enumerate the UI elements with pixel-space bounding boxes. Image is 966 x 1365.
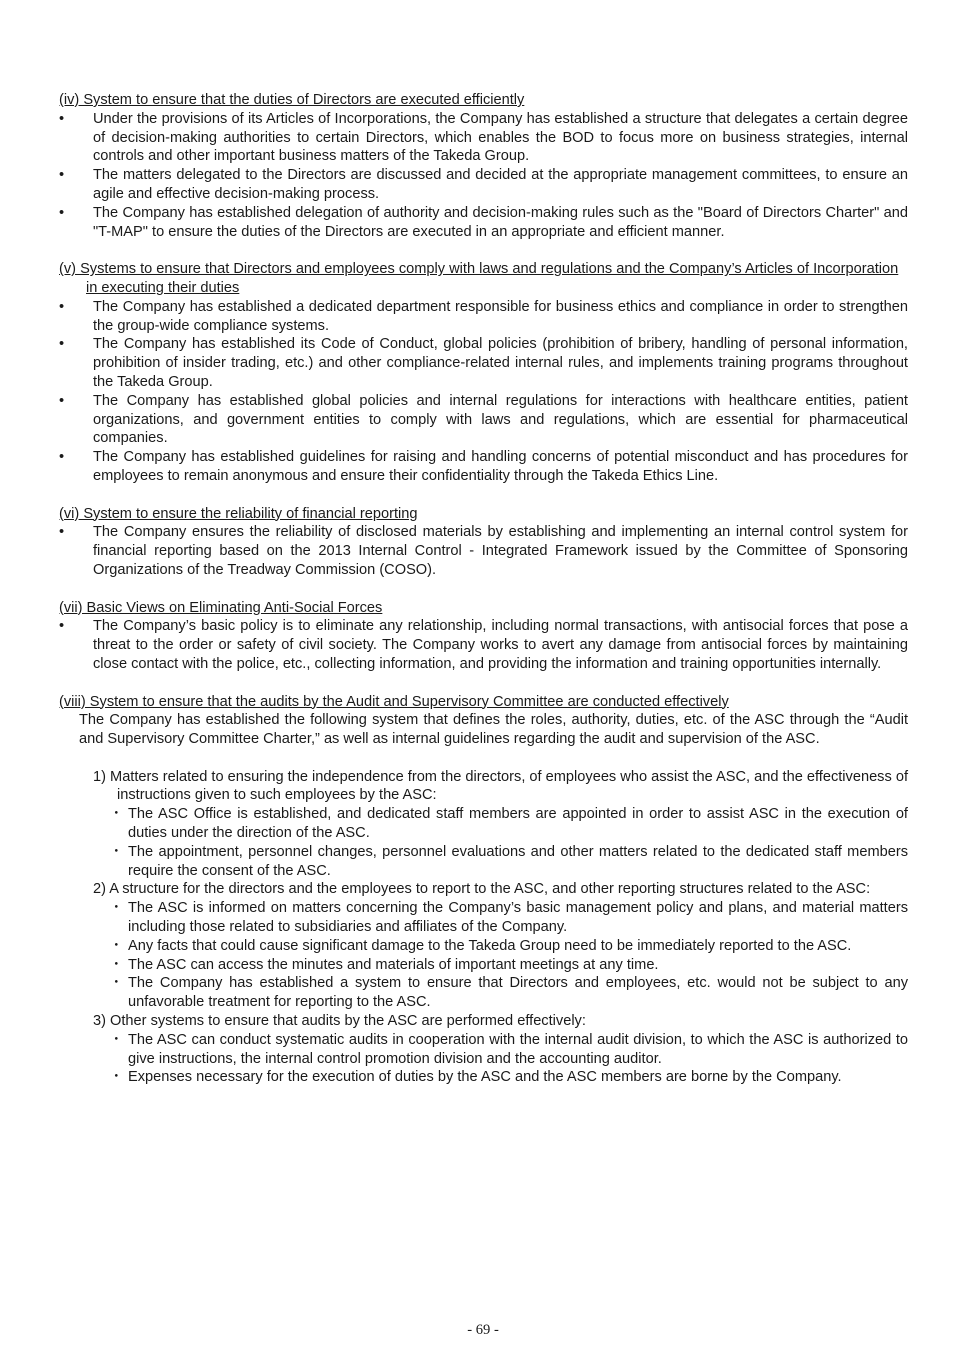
- section-vi-heading: (vi) System to ensure the reliability of financial reporting: [59, 505, 418, 522]
- document-page: [59, 91, 908, 1106]
- list-item-text: The matters delegated to the Directors are discussed and decided at the appropriate management committees, to ensure an agile and effective decision-making process.: [93, 167, 908, 202]
- dot-bullet: ・: [109, 937, 124, 954]
- list-item-text: The Company ensures the reliability of disclosed materials by establishing and implementing an internal control system for financial reporting based on the 2013 Internal Control - Integrated Framework issued by the Committee of Sponsoring Organizations of the Treadway Commission (COSO).: [93, 524, 908, 578]
- list-item-text: The Company’s basic policy is to eliminate any relationship, including normal transactions, with antisocial forces that pose a threat to the order or safety of civil society. The Company works to avert any damage from antisocial forces by maintaining close contact with the police, etc., collecting information, and providing the information and training opportunities internally.: [93, 618, 908, 672]
- bullet: •: [59, 298, 65, 315]
- numbered-item-1: 1) Matters related to ensuring the independence from the directors, of employees who assist the ASC, and the effectiveness of instructions given to such employees by the ASC:: [93, 768, 909, 804]
- section-heading: [59, 599, 908, 618]
- bullet: •: [59, 392, 65, 409]
- section-vii-heading: (vii) Basic Views on Eliminating Anti-Social Forces: [59, 599, 383, 616]
- list-item: [59, 166, 908, 204]
- list-item: [59, 298, 908, 336]
- dot-bullet: ・: [109, 900, 124, 917]
- sub-list-item-text: The ASC Office is established, and dedicated staff members are appointed in order to assist ASC in the execution of duties under the direction of the ASC.: [128, 806, 908, 842]
- list-item-text: The Company has established its Code of Conduct, global policies (prohibition of bribery, handling of personal information, prohibition of insider trading, etc.) and other compliance-related internal rules, and implements training programs throughout the Takeda Group.: [93, 336, 908, 390]
- dot-bullet: ・: [109, 1069, 124, 1086]
- section-viii: [59, 693, 908, 1088]
- sub-list-item-text: The ASC is informed on matters concerning the Company’s basic management policy and plans, and material matters including those related to subsidiaries and affiliates of the Company.: [128, 900, 908, 936]
- sub-list-item: [59, 899, 908, 937]
- spacer: [59, 749, 908, 768]
- section-iv-heading: (iv) System to ensure that the duties of Directors are executed efficiently: [59, 92, 525, 108]
- sub-list-item-text: The Company has established a system to ensure that Directors and employees, etc. would not be subject to any unfavorable treatment for reporting to the ASC.: [128, 975, 908, 1011]
- list-item: [59, 617, 908, 673]
- dot-bullet: ・: [109, 975, 124, 992]
- bullet: •: [59, 336, 65, 353]
- list-item: [59, 523, 908, 579]
- numbered-item-2: 2) A structure for the directors and the employees to report to the ASC, and other reporting structures related to the ASC:: [93, 881, 871, 898]
- sub-list-item: [59, 974, 908, 1012]
- list-item: [59, 448, 908, 486]
- section-heading: [59, 260, 908, 298]
- section-iv: [59, 91, 908, 241]
- sub-list-item: [59, 805, 908, 843]
- section-vi: [59, 505, 908, 580]
- page-number: - 69 -: [467, 1322, 499, 1338]
- list-item-text: The Company has established a dedicated department responsible for business ethics and compliance in order to strengthen the group-wide compliance systems.: [93, 298, 908, 334]
- bullet: •: [59, 524, 65, 541]
- dot-bullet: ・: [109, 843, 124, 860]
- dot-bullet: ・: [109, 806, 124, 823]
- section-v: [59, 260, 908, 486]
- sub-list-item-text: Any facts that could cause significant damage to the Takeda Group need to be immediately reported to the ASC.: [128, 937, 852, 954]
- section-heading: [59, 505, 908, 524]
- sub-list-item: [59, 1068, 908, 1087]
- section-viii-heading: (viii) System to ensure that the audits by the Audit and Supervisory Committee are conducted effectively: [59, 693, 729, 710]
- list-item: [59, 110, 908, 166]
- bullet: •: [59, 618, 65, 635]
- sub-list-item-text: The ASC can conduct systematic audits in cooperation with the internal audit division, to which the ASC is authorized to give instructions, the internal control promotion division and the accounting auditor.: [128, 1031, 908, 1067]
- numbered-item-3: 3) Other systems to ensure that audits by the ASC are performed effectively:: [93, 1013, 586, 1030]
- bullet: •: [59, 204, 65, 221]
- bullet: •: [59, 167, 65, 184]
- section-intro: The Company has established the following system that defines the roles, authority, duties, etc. of the ASC through the “Audit and Supervisory Committee Charter,” as well as internal guidelines regarding the audit and supervision of the ASC.: [79, 712, 908, 748]
- dot-bullet: ・: [109, 1031, 124, 1048]
- sub-list-item-text: The appointment, personnel changes, personnel evaluations and other matters related to the dedicated staff members require the consent of the ASC.: [128, 843, 908, 879]
- sub-list-item: [59, 843, 908, 881]
- list-item: [59, 335, 908, 391]
- bullet: •: [59, 110, 65, 127]
- section-heading: [59, 91, 908, 110]
- list-item-text: The Company has established global policies and internal regulations for interactions with healthcare entities, patient organizations, and government entities to comply with laws and regulations, which are essential for pharmaceutical companies.: [93, 392, 908, 447]
- list-item-text: Under the provisions of its Articles of Incorporations, the Company has established a structure that delegates a certain degree of decision-making authorities to certain Directors, which enables the BOD to focus more on business strategies, internal controls and other important business matters of the Takeda Group.: [93, 110, 908, 165]
- section-heading: [59, 693, 908, 712]
- section-vii: [59, 599, 908, 674]
- bullet: •: [59, 449, 65, 466]
- sub-list-item: [59, 1031, 908, 1069]
- sub-list-item-text: Expenses necessary for the execution of duties by the ASC and the ASC members are borne by the Company.: [128, 1069, 842, 1086]
- sub-list-item: [59, 956, 908, 975]
- list-item: [59, 204, 908, 242]
- sub-list-item: [59, 937, 908, 956]
- section-v-heading: (v) Systems to ensure that Directors and employees comply with laws and regulations and the Company’s Articles of Incorporation in executing their duties: [59, 261, 899, 296]
- list-item-text: The Company has established delegation of authority and decision-making rules such as the "Board of Directors Charter" and "T-MAP" to ensure the duties of the Directors are executed in an appropriate and efficient manner.: [93, 204, 908, 240]
- sub-list-item-text: The ASC can access the minutes and materials of important meetings at any time.: [128, 956, 659, 973]
- list-item: [59, 392, 908, 448]
- list-item-text: The Company has established guidelines for raising and handling concerns of potential misconduct and has procedures for employees to remain anonymous and ensure their confidentiality through the Takeda Ethics Line.: [93, 449, 908, 484]
- dot-bullet: ・: [109, 956, 124, 973]
